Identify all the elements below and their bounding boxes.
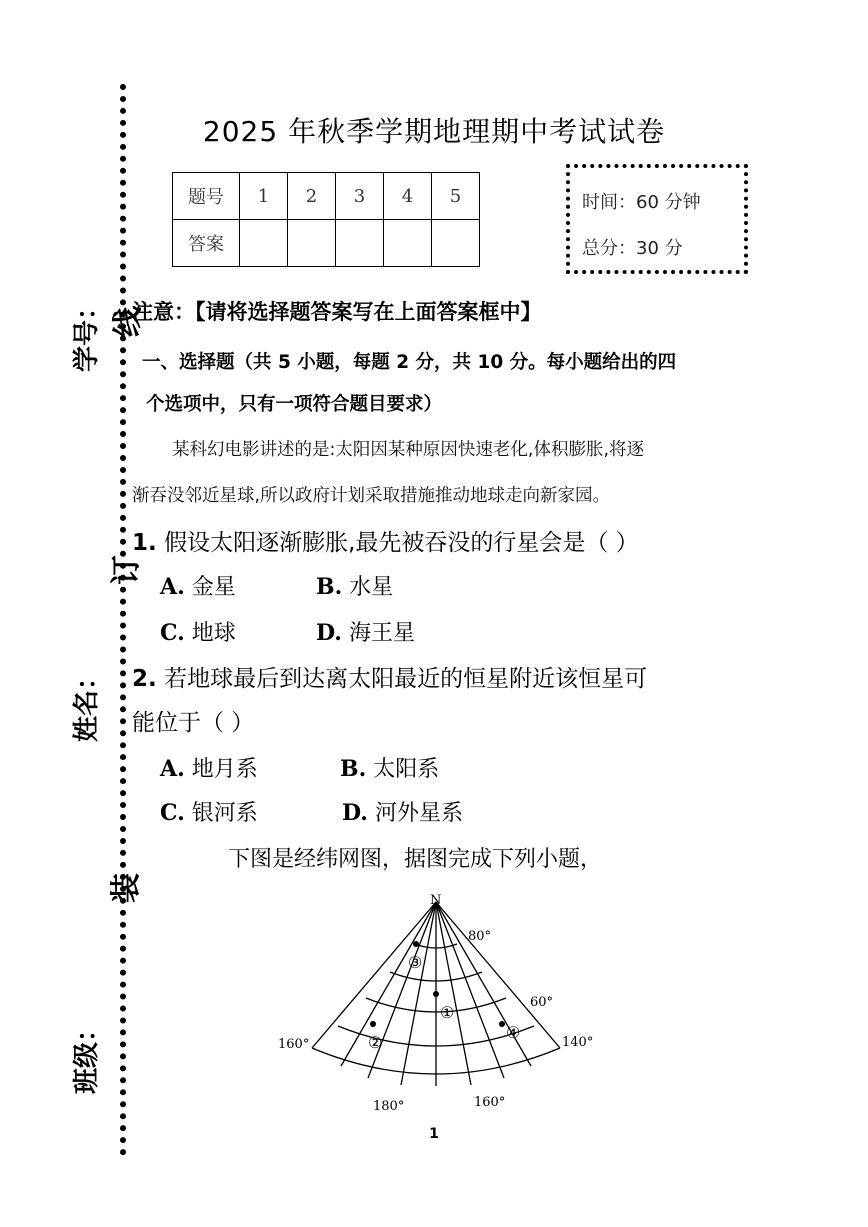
page-number: 1	[429, 1126, 439, 1142]
answer-table	[172, 172, 480, 267]
point-2-dot	[370, 1021, 376, 1027]
answer-table-answer-row	[173, 220, 480, 267]
option-text: 地球	[191, 621, 236, 646]
question-1-number: 1.	[132, 530, 157, 556]
binding-line-char: 线	[111, 307, 146, 337]
passage-line2: 渐吞没邻近星球,所以政府计划采取措施推动地球走向新家园。	[132, 486, 611, 506]
option-text: 水星	[349, 575, 394, 600]
point-3-label: ③	[408, 953, 423, 972]
option-text: 银河系	[191, 801, 258, 826]
question-2-text-line2: 能位于（ ）	[132, 710, 255, 736]
answer-cell[interactable]	[336, 220, 384, 267]
answer-table-header-row	[173, 173, 480, 220]
option-letter: C.	[160, 800, 185, 826]
answer-header: 答案	[173, 220, 240, 267]
option-letter: A.	[160, 574, 185, 600]
class-label: 班级：	[72, 1015, 102, 1094]
answer-cell[interactable]	[240, 220, 288, 267]
point-4-label: ④	[506, 1023, 521, 1042]
question-number-cell: 1	[240, 173, 288, 220]
answer-cell[interactable]	[288, 220, 336, 267]
lon-140-label: 140°	[562, 1035, 594, 1050]
q2-option-d[interactable]	[342, 796, 463, 827]
lat-60-label: 60°	[530, 995, 554, 1010]
question-1-text: 假设太阳逐渐膨胀,最先被吞没的行星会是（ ）	[164, 530, 639, 556]
option-letter: B.	[340, 756, 367, 782]
option-text: 地月系	[191, 757, 258, 782]
point-1-label: ①	[440, 1003, 455, 1022]
section-heading-line2: 个选项中，只有一项符合题目要求）	[146, 394, 443, 415]
lon-180-label: 180°	[373, 1099, 405, 1114]
q2-option-c[interactable]	[160, 796, 258, 827]
point-1-dot	[433, 991, 439, 997]
q1-option-a[interactable]	[160, 570, 236, 601]
binding-bind-char: 订	[109, 555, 144, 585]
lon-160-left-label: 160°	[278, 1037, 310, 1052]
question-number-cell: 3	[336, 173, 384, 220]
question-1	[132, 524, 639, 557]
option-text: 海王星	[348, 621, 415, 646]
name-label: 姓名：	[72, 663, 102, 742]
question-number-cell: 2	[288, 173, 336, 220]
graticule-map	[270, 886, 630, 1120]
page-title: 2025 年秋季学期地理期中考试试卷	[202, 115, 666, 148]
option-letter: C.	[160, 620, 185, 646]
section-heading-line1: 一、选择题（共 5 小题，每题 2 分，共 10 分。每小题给出的四	[142, 352, 677, 373]
figure-intro: 下图是经纬网图，据图完成下列小题，	[228, 847, 603, 872]
question-number-header: 题号	[173, 173, 240, 220]
point-2-label: ②	[368, 1033, 383, 1052]
point-4-dot	[499, 1021, 505, 1027]
option-letter: A.	[160, 756, 185, 782]
option-text: 河外星系	[374, 801, 463, 826]
point-3-dot	[413, 941, 419, 947]
binding-dotted-line	[120, 84, 126, 1156]
question-number-cell: 5	[432, 173, 480, 220]
question-number-cell: 4	[384, 173, 432, 220]
exam-info-box	[566, 164, 748, 274]
exam-time: 时间：60 分钟	[582, 192, 701, 213]
option-text: 太阳系	[373, 757, 440, 782]
option-letter: D.	[316, 620, 342, 646]
answer-cell[interactable]	[384, 220, 432, 267]
answer-cell[interactable]	[432, 220, 480, 267]
meridian-line	[436, 902, 560, 1048]
notice-text: 注意：【请将选择题答案写在上面答案框中】	[132, 300, 542, 324]
option-text: 金星	[191, 575, 236, 600]
question-2	[132, 660, 647, 693]
meridian-line	[436, 902, 471, 1085]
meridian-line	[401, 902, 436, 1085]
q1-option-b[interactable]	[316, 570, 393, 601]
question-2-text: 若地球最后到达离太阳最近的恒星附近该恒星可	[164, 666, 648, 692]
lon-160-bottom-label: 160°	[474, 1095, 506, 1110]
north-label: N	[430, 893, 442, 908]
question-2-number: 2.	[132, 666, 157, 692]
passage-line1: 某科幻电影讲述的是:太阳因某种原因快速老化,体积膨胀,将逐	[172, 440, 645, 460]
q2-option-b[interactable]	[340, 752, 439, 783]
option-letter: B.	[316, 574, 343, 600]
q1-option-c[interactable]	[160, 616, 236, 647]
lat-80-label: 80°	[468, 929, 492, 944]
q2-option-a[interactable]	[160, 752, 258, 783]
option-letter: D.	[342, 800, 368, 826]
exam-total-score: 总分：30 分	[582, 238, 683, 259]
binding-install-char: 装	[109, 873, 144, 903]
student-id-label: 学号：	[72, 293, 102, 372]
q1-option-d[interactable]	[316, 616, 415, 647]
